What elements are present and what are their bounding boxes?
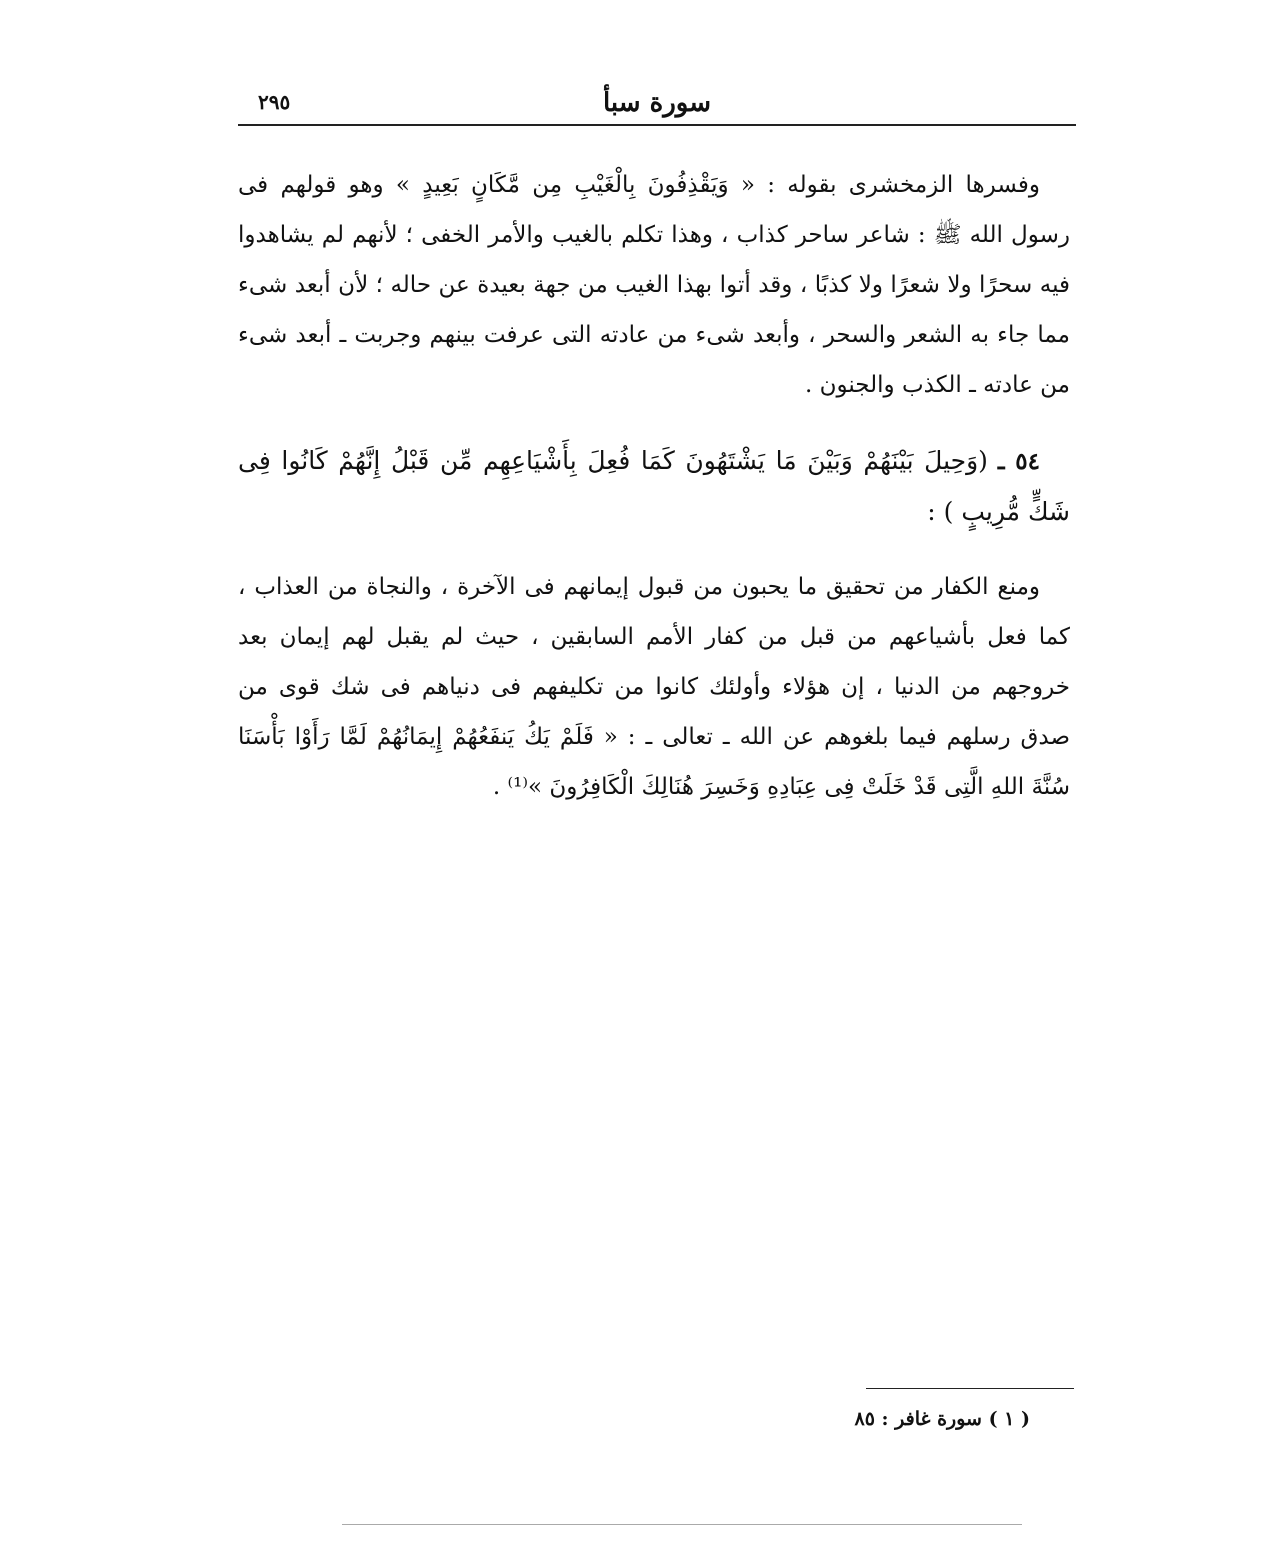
footnote-divider [866,1388,1074,1389]
verse-paragraph [238,436,1070,538]
page-header [238,88,1076,124]
commentary-paragraph-1: وفسرها الزمخشرى بقوله : « وَيَقْذِفُونَ بِالْغَيْبِ مِن مَّكَانٍ بَعِيدٍ » وهو قولهم فى رسول الله ﷺ : شاعر ساحر كذاب ، وهذا تكلم بالغيب والأمر الخفى ؛ لأنهم لم يشاهدوا فيه سحرًا ولا شعرًا ولا كذبًا ، وقد أتوا بهذا الغيب من جهة بعيدة عن حاله ؛ لأن أبعد شىء مما جاء به الشعر والسحر ، وأبعد شىء من عادته التى عرفت بينهم وجربت ـ أبعد شىء من عادته ـ الكذب والجنون . [238,172,1070,398]
footnote: ( ١ ) سورة غافر : ٨٥ [854,1408,1030,1430]
surah-title: سورة سبأ [603,88,711,118]
page-bottom-line [342,1524,1022,1525]
verse-number: ٥٤ ـ [997,448,1040,475]
commentary-paragraph-2: ومنع الكفار من تحقيق ما يحبون من قبول إيمانهم فى الآخرة ، والنجاة من العذاب ، كما فعل بأشياعهم من قبل من كفار الأمم السابقين ، حيث لم يقبل لهم إيمان بعد خروجهم من الدنيا ، إن هؤلاء وأولئك كانوا من تكليفهم فى دنياهم فى شك قوى من صدق رسلهم فيما بلغوهم عن الله ـ تعالى ـ : « فَلَمْ يَكُ يَنفَعُهُمْ إِيمَانُهُمْ لَمَّا رَأَوْا بَأْسَنَا سُنَّةَ اللهِ الَّتِى قَدْ خَلَتْ فِى عِبَادِهِ وَخَسِرَ هُنَالِكَ الْكَافِرُونَ »⁽¹⁾ . [238,574,1070,800]
page-number: ٢٩٥ [258,90,291,114]
header-divider [238,124,1076,126]
verse-text: (وَحِيلَ بَيْنَهُمْ وَبَيْنَ مَا يَشْتَهُونَ كَمَا فُعِلَ بِأَشْيَاعِهِم مِّن قَبْلُ إِنَّهُمْ كَانُوا فِى شَكٍّ مُّرِيبٍ ) : [238,446,1070,526]
